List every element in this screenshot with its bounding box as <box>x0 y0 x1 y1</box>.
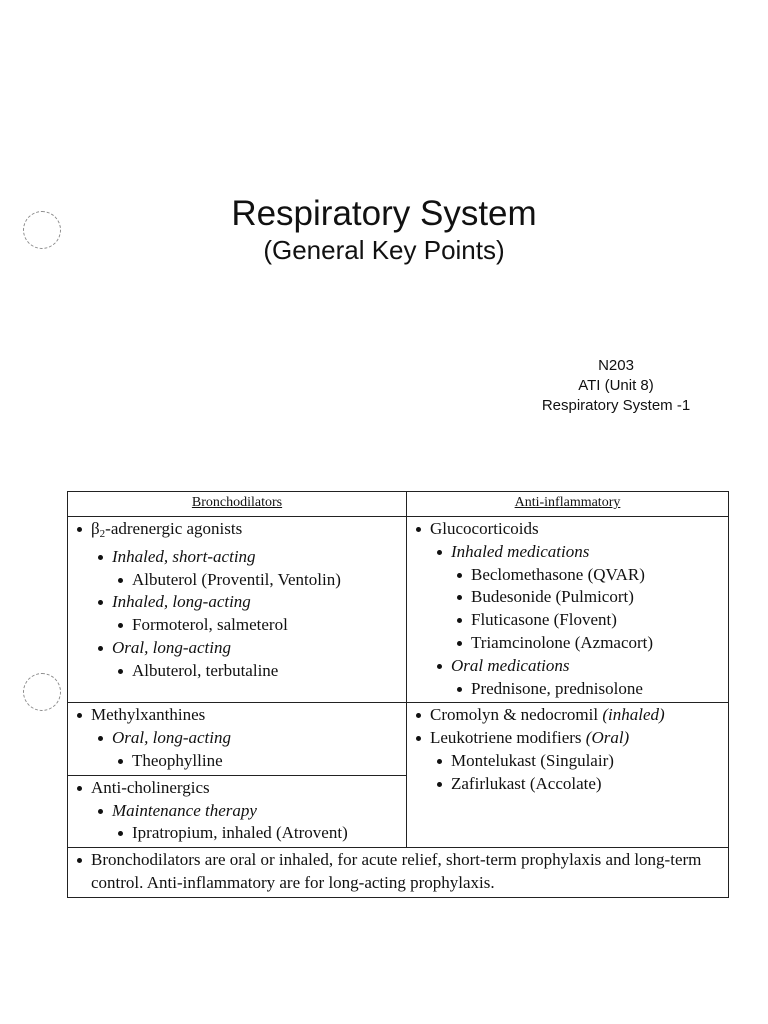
course-code: N203 <box>598 357 634 374</box>
cell-anticholinergics <box>68 775 407 847</box>
cell-other-anti-inflammatory <box>407 703 729 848</box>
bullet-icon <box>98 646 103 651</box>
course-section: Respiratory System -1 <box>541 397 691 414</box>
list-item: Prednisone, prednisolone <box>411 678 724 701</box>
course-info <box>516 356 716 416</box>
bullet-icon <box>77 858 82 863</box>
summary-item: Bronchodilators are oral or inhaled, for acute relief, short-term prophylaxis and long-term control. Anti-inflammatory are for long-acting prophylaxis. <box>72 849 724 895</box>
list-item: Zafirlukast (Accolate) <box>411 773 724 796</box>
list-item: Montelukast (Singulair) <box>411 750 724 773</box>
bullet-icon <box>416 527 421 532</box>
table-row <box>68 517 729 703</box>
bullet-icon <box>98 736 103 741</box>
page-subtitle: (General Key Points) <box>263 235 505 265</box>
bullet-icon <box>118 831 123 836</box>
bullet-icon <box>457 618 462 623</box>
header-anti-inflammatory: Anti-inflammatory <box>407 492 729 517</box>
list-item: Ipratropium, inhaled (Atrovent) <box>72 822 402 845</box>
list-item: Maintenance therapy <box>72 800 402 823</box>
list-item: Oral medications <box>411 655 724 678</box>
course-unit: ATI (Unit 8) <box>578 377 654 394</box>
bullet-icon <box>98 555 103 560</box>
list-item: Oral, long-acting <box>72 637 402 660</box>
bullet-icon <box>437 782 442 787</box>
bullet-icon <box>77 713 82 718</box>
list-item: Beclomethasone (QVAR) <box>411 564 724 587</box>
page-title: Respiratory System <box>231 194 537 233</box>
bullet-icon <box>118 578 123 583</box>
bullet-icon <box>457 595 462 600</box>
list-item: Triamcinolone (Azmacort) <box>411 632 724 655</box>
bullet-icon <box>77 786 82 791</box>
list-item: Anti-cholinergics <box>72 777 402 800</box>
drug-table <box>67 491 729 898</box>
bullet-icon <box>457 687 462 692</box>
header-bronchodilators: Bronchodilators <box>68 492 407 517</box>
bullet-icon <box>457 641 462 646</box>
list-item: Fluticasone (Flovent) <box>411 609 724 632</box>
list-item: Inhaled, long-acting <box>72 591 402 614</box>
list-item: β2-adrenergic agonists <box>72 518 402 546</box>
cell-beta-agonists <box>68 517 407 703</box>
list-item: Inhaled medications <box>411 541 724 564</box>
bullet-icon <box>98 600 103 605</box>
bullet-icon <box>437 664 442 669</box>
cell-glucocorticoids <box>407 517 729 703</box>
list-item: Albuterol, terbutaline <box>72 660 402 683</box>
list-item: Budesonide (Pulmicort) <box>411 586 724 609</box>
cell-methylxanthines <box>68 703 407 775</box>
list-item: Albuterol (Proventil, Ventolin) <box>72 569 402 592</box>
bullet-icon <box>416 736 421 741</box>
list-item: Theophylline <box>72 750 402 773</box>
table-row <box>68 703 729 775</box>
beta-symbol: β <box>91 519 100 538</box>
bullet-icon <box>437 550 442 555</box>
beta-subscript: 2 <box>99 528 106 540</box>
title-block <box>0 194 768 266</box>
bullet-icon <box>457 573 462 578</box>
list-item: Formoterol, salmeterol <box>72 614 402 637</box>
bullet-icon <box>98 809 103 814</box>
list-item: Oral, long-acting <box>72 727 402 750</box>
list-item: Leukotriene modifiers (Oral) <box>411 727 724 750</box>
bullet-icon <box>118 623 123 628</box>
bullet-icon <box>416 713 421 718</box>
list-item: Cromolyn & nedocromil (inhaled) <box>411 704 724 727</box>
bullet-icon <box>77 527 82 532</box>
bullet-icon <box>118 759 123 764</box>
table-row <box>68 848 729 898</box>
bullet-icon <box>118 669 123 674</box>
list-item: Methylxanthines <box>72 704 402 727</box>
cell-summary <box>68 848 729 898</box>
table-header-row <box>68 492 729 517</box>
bullet-icon <box>437 759 442 764</box>
list-item: Inhaled, short-acting <box>72 546 402 569</box>
list-item: Glucocorticoids <box>411 518 724 541</box>
binder-hole-middle <box>23 673 61 711</box>
